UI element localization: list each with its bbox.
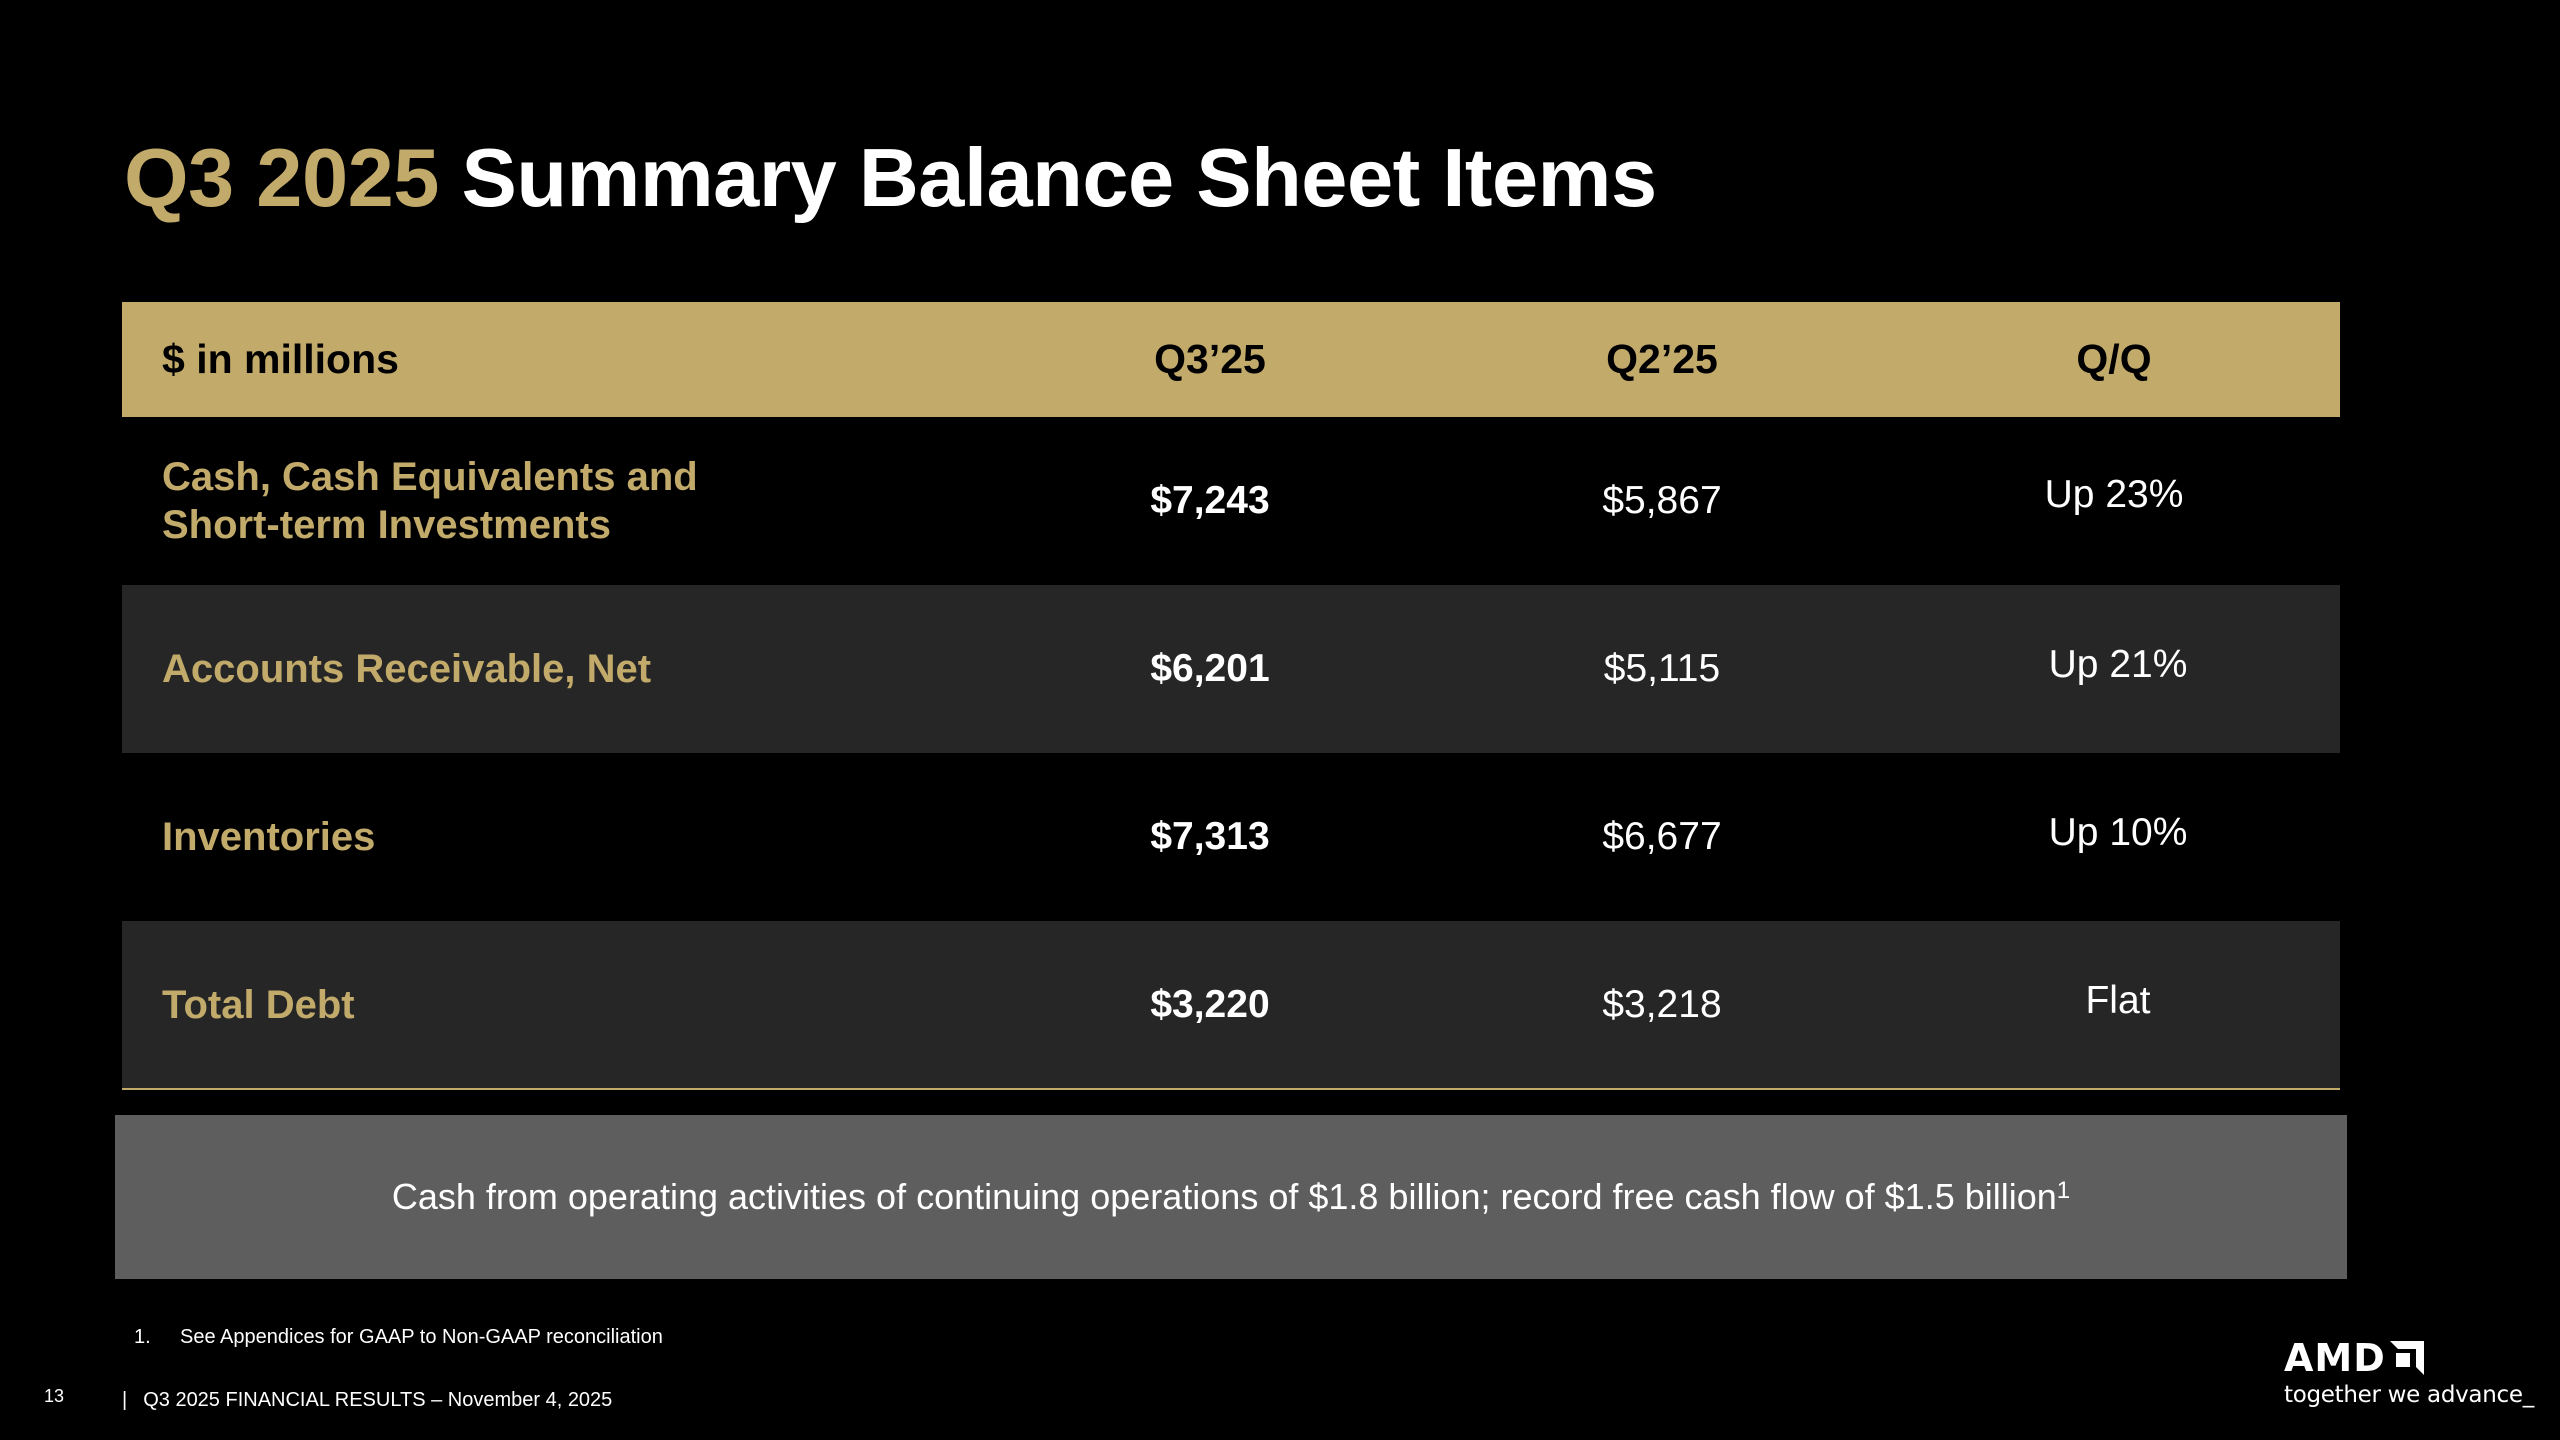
row-label-line: Cash, Cash Equivalents and	[162, 455, 698, 499]
footnote-text: See Appendices for GAAP to Non-GAAP reconciliation	[180, 1326, 663, 1348]
value-qq: Up 23%	[2044, 473, 2184, 516]
amd-logo	[2284, 1338, 2534, 1408]
header-units: $ in millions	[162, 336, 399, 382]
table-row	[122, 753, 2340, 921]
value-q3: $7,243	[1150, 479, 1270, 522]
title-rest: Summary Balance Sheet Items	[461, 131, 1657, 224]
table-row	[122, 417, 2340, 585]
footnote	[134, 1326, 663, 1349]
header-q3: Q3’25	[1154, 336, 1266, 382]
footnote-number: 1.	[134, 1326, 151, 1348]
value-q2: $3,218	[1602, 983, 1722, 1026]
value-qq: Flat	[2085, 979, 2151, 1022]
value-qq: Up 21%	[2048, 643, 2188, 686]
value-q3: $6,201	[1150, 647, 1270, 690]
value-q3: $7,313	[1150, 815, 1270, 858]
cash-flow-callout	[115, 1115, 2347, 1279]
row-label	[162, 417, 698, 585]
title-highlight: Q3 2025	[124, 131, 439, 224]
footer-text: Q3 2025 FINANCIAL RESULTS – November 4, 2025	[143, 1389, 613, 1411]
callout-text: Cash from operating activities of continuing operations of $1.8 billion; record free cash flow of $1.5 billion	[391, 1176, 2057, 1217]
page-title	[124, 128, 1657, 228]
table-row	[122, 585, 2340, 753]
value-q2: $5,867	[1602, 479, 1722, 522]
callout-footnote-ref: 1	[2056, 1177, 2071, 1204]
header-q2: Q2’25	[1606, 336, 1718, 382]
value-q2: $5,115	[1603, 647, 1721, 690]
page-number: 13	[44, 1386, 65, 1406]
table-header	[122, 302, 2340, 417]
footer-separator: |	[122, 1389, 128, 1411]
row-label: Inventories	[162, 815, 376, 859]
logo-tagline: together we advance_	[2284, 1382, 2534, 1408]
value-q3: $3,220	[1150, 983, 1270, 1026]
footer	[122, 1389, 612, 1412]
row-label-line: Short-term Investments	[162, 503, 611, 547]
logo-wordmark: AMD	[2284, 1336, 2386, 1380]
amd-arrow-icon	[2390, 1341, 2424, 1375]
balance-sheet-table	[122, 302, 2340, 1089]
row-label: Accounts Receivable, Net	[162, 647, 652, 691]
value-q2: $6,677	[1602, 815, 1722, 858]
row-label: Total Debt	[162, 983, 355, 1027]
value-qq: Up 10%	[2048, 811, 2188, 854]
header-qq: Q/Q	[2076, 336, 2152, 382]
table-row	[122, 921, 2340, 1089]
table-bottom-rule	[122, 1088, 2340, 1090]
